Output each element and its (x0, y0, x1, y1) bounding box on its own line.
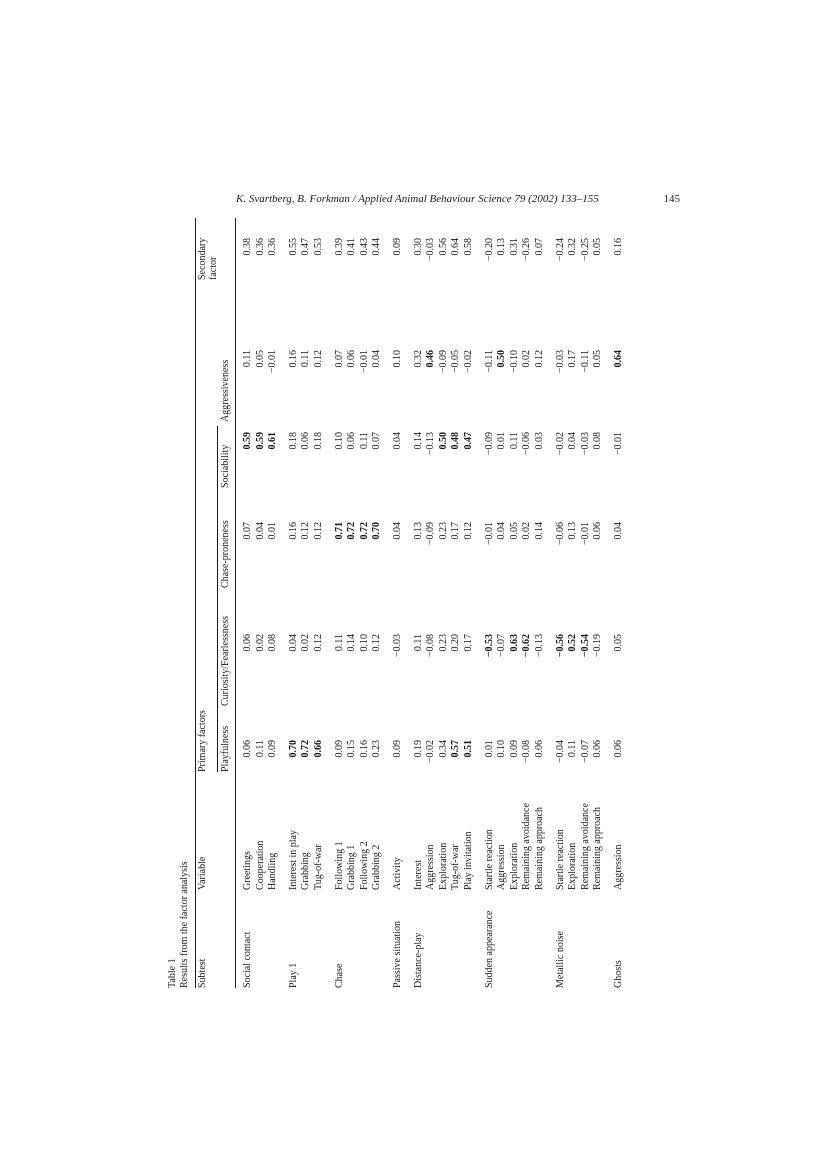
loading-chase-proneness: 0.13 (567, 522, 579, 540)
loading-chase-proneness: 0.02 (521, 522, 533, 540)
table-row (437, 218, 450, 988)
loading-playfulness: 0.10 (496, 740, 508, 758)
loading-chase-proneness: 0.04 (496, 522, 508, 540)
variable-label: Remaining approach (592, 806, 604, 890)
loading-sociability: 0.48 (450, 432, 462, 450)
loading-curiosity: 0.05 (613, 634, 624, 652)
variable-label: Cooperation (254, 840, 266, 890)
loading-playfulness: 0.70 (287, 740, 299, 758)
loading-curiosity: −0.07 (496, 634, 508, 658)
variable-label: Tug-of-war (313, 844, 324, 890)
variable-label: Aggression (613, 844, 624, 890)
loading-curiosity: −0.62 (521, 634, 533, 658)
loading-sociability: 0.01 (496, 432, 508, 450)
loading-chase-proneness: 0.13 (412, 522, 424, 540)
table-row (412, 218, 425, 988)
loading-secondary: 0.13 (496, 238, 508, 256)
loading-sociability: 0.18 (287, 432, 299, 450)
loading-curiosity: −0.56 (554, 634, 566, 658)
loading-sociability: 0.59 (254, 432, 266, 450)
loading-sociability: −0.01 (613, 432, 624, 456)
subtest-label: Play 1 (287, 962, 299, 988)
loading-sociability: −0.03 (579, 432, 591, 456)
loading-secondary: 0.31 (508, 238, 520, 256)
variable-label: Play invitation (463, 831, 474, 890)
variable-label: Remaining avoidance (521, 803, 533, 890)
variable-label: Following 1 (333, 841, 345, 890)
subtest-label: Social contact (242, 931, 253, 988)
loading-curiosity: 0.10 (358, 634, 370, 652)
loading-sociability: −0.02 (554, 432, 566, 456)
loading-curiosity: 0.12 (371, 634, 383, 652)
page-number: 145 (663, 193, 680, 205)
loading-playfulness: 0.09 (392, 740, 403, 758)
loading-curiosity: −0.13 (534, 634, 545, 658)
loading-playfulness: 0.06 (613, 740, 624, 758)
loading-playfulness: 0.23 (371, 740, 383, 758)
loading-aggressiveness: −0.11 (483, 350, 495, 373)
loading-playfulness: 0.66 (313, 740, 324, 758)
loading-curiosity: 0.04 (287, 634, 299, 652)
loading-sociability: 0.03 (534, 432, 545, 450)
variable-label: Grabbing 2 (371, 844, 383, 890)
loading-aggressiveness: −0.10 (508, 350, 520, 374)
loading-playfulness: −0.07 (579, 740, 591, 764)
table-caption: Results from the factor analysis (179, 861, 190, 988)
loading-secondary: 0.07 (534, 238, 545, 256)
table-row (241, 218, 254, 988)
table-row (591, 218, 604, 988)
loading-secondary: 0.09 (392, 238, 403, 256)
loading-chase-proneness: 0.01 (267, 522, 279, 540)
subtest-label: Ghosts (613, 960, 624, 988)
loading-chase-proneness: 0.16 (287, 522, 299, 540)
header-aggressiveness: Aggressiveness (220, 359, 231, 422)
loading-secondary: −0.03 (425, 238, 437, 262)
loading-sociability: 0.47 (463, 432, 474, 450)
header-bottom-rule (235, 218, 236, 988)
loading-curiosity: 0.11 (333, 634, 345, 652)
loading-curiosity: −0.03 (392, 634, 403, 658)
loading-aggressiveness: −0.03 (554, 350, 566, 374)
loading-curiosity: 0.52 (567, 634, 579, 652)
variable-label: Tug-of-war (450, 844, 462, 890)
header-secondary-factor: Secondary factor (197, 237, 219, 280)
loading-chase-proneness: −0.06 (554, 522, 566, 546)
loading-playfulness: −0.02 (425, 740, 437, 764)
loading-chase-proneness: 0.05 (508, 522, 520, 540)
table-label: Table 1 (167, 958, 178, 988)
table-row (358, 218, 371, 988)
loading-chase-proneness: 0.17 (450, 522, 462, 540)
table-row (566, 218, 579, 988)
loading-chase-proneness: 0.07 (242, 522, 253, 540)
variable-label: Grabbing 1 (346, 844, 358, 890)
table-row (554, 218, 567, 988)
loading-chase-proneness: −0.09 (425, 522, 437, 546)
variable-label: Remaining avoidance (579, 803, 591, 890)
loading-sociability: 0.04 (567, 432, 579, 450)
table-row (520, 218, 533, 988)
table-row (266, 218, 279, 988)
variable-label: Greetings (242, 851, 253, 890)
loading-curiosity: 0.08 (267, 634, 279, 652)
loading-secondary: 0.39 (333, 238, 345, 256)
loading-secondary: 0.30 (412, 238, 424, 256)
header-playfulness: Playfulness (220, 725, 231, 772)
loading-secondary: −0.26 (521, 238, 533, 262)
loading-playfulness: 0.11 (254, 740, 266, 758)
table-row (312, 218, 325, 988)
loading-aggressiveness: 0.11 (242, 350, 253, 368)
table-row (333, 218, 346, 988)
loading-secondary: 0.44 (371, 238, 383, 256)
loading-chase-proneness: 0.04 (254, 522, 266, 540)
table-row (579, 218, 592, 988)
table-row (370, 218, 383, 988)
loading-playfulness: 0.19 (412, 740, 424, 758)
variable-label: Startle reaction (483, 829, 495, 890)
loading-chase-proneness: 0.04 (613, 522, 624, 540)
loading-chase-proneness: −0.01 (579, 522, 591, 546)
loading-secondary: 0.36 (254, 238, 266, 256)
table-row (495, 218, 508, 988)
loading-sociability: −0.09 (483, 432, 495, 456)
loading-sociability: 0.07 (371, 432, 383, 450)
loading-playfulness: 0.06 (534, 740, 545, 758)
table-row (612, 218, 625, 988)
table-row (483, 218, 496, 988)
variable-label: Interest (412, 860, 424, 890)
variable-label: Handling (267, 852, 279, 890)
loading-chase-proneness: 0.04 (392, 522, 403, 540)
table-row (462, 218, 475, 988)
loading-secondary: 0.58 (463, 238, 474, 256)
loading-aggressiveness: 0.12 (313, 350, 324, 368)
loading-playfulness: 0.09 (508, 740, 520, 758)
loading-secondary: −0.25 (579, 238, 591, 262)
table-row (508, 218, 521, 988)
loading-secondary: 0.47 (300, 238, 312, 256)
variable-label: Grabbing (300, 852, 312, 890)
loading-sociability: −0.06 (521, 432, 533, 456)
loading-curiosity: 0.20 (450, 634, 462, 652)
loading-secondary: 0.38 (242, 238, 253, 256)
loading-secondary: 0.53 (313, 238, 324, 256)
loading-curiosity: 0.11 (412, 634, 424, 652)
loading-curiosity: 0.02 (300, 634, 312, 652)
table-row (424, 218, 437, 988)
subtest-label: Passive situation (392, 921, 403, 988)
loading-secondary: 0.36 (267, 238, 279, 256)
loading-playfulness: 0.06 (242, 740, 253, 758)
loading-chase-proneness: 0.72 (358, 522, 370, 540)
loading-playfulness: 0.01 (483, 740, 495, 758)
loading-chase-proneness: 0.12 (300, 522, 312, 540)
loading-aggressiveness: 0.32 (412, 350, 424, 368)
loading-chase-proneness: 0.06 (592, 522, 604, 540)
loading-aggressiveness: −0.09 (437, 350, 449, 374)
variable-label: Exploration (508, 842, 520, 890)
loading-aggressiveness: 0.50 (496, 350, 508, 368)
loading-curiosity: −0.19 (592, 634, 604, 658)
loading-playfulness: −0.08 (521, 740, 533, 764)
loading-playfulness: 0.51 (463, 740, 474, 758)
journal-citation: K. Svartberg, B. Forkman / Applied Animal Behaviour Science 79 (2002) 133–155 (236, 193, 599, 205)
variable-label: Following 2 (358, 841, 370, 890)
header-subtest: Subtest (197, 958, 208, 988)
loading-playfulness: 0.09 (333, 740, 345, 758)
loading-playfulness: 0.72 (300, 740, 312, 758)
loading-aggressiveness: −0.01 (267, 350, 279, 374)
loading-sociability: 0.61 (267, 432, 279, 450)
loading-sociability: 0.14 (412, 432, 424, 450)
header-sociability: Sociability (220, 444, 231, 488)
loading-secondary: 0.41 (346, 238, 358, 256)
loading-secondary: 0.05 (592, 238, 604, 256)
loading-sociability: 0.11 (508, 432, 520, 450)
loading-aggressiveness: 0.04 (371, 350, 383, 368)
variable-label: Startle reaction (554, 829, 566, 890)
loading-playfulness: 0.57 (450, 740, 462, 758)
loading-chase-proneness: 0.14 (534, 522, 545, 540)
variable-label: Activity (392, 857, 403, 890)
loading-aggressiveness: 0.11 (300, 350, 312, 368)
primary-factors-rule (217, 426, 218, 772)
loading-aggressiveness: −0.01 (358, 350, 370, 374)
loading-sociability: 0.06 (346, 432, 358, 450)
table-row (533, 218, 546, 988)
loading-aggressiveness: 0.06 (346, 350, 358, 368)
loading-curiosity: 0.17 (463, 634, 474, 652)
loading-sociability: 0.10 (333, 432, 345, 450)
loading-aggressiveness: −0.11 (579, 350, 591, 373)
table-row (299, 218, 312, 988)
loading-secondary: −0.20 (483, 238, 495, 262)
loading-aggressiveness: 0.05 (254, 350, 266, 368)
variable-label: Exploration (567, 842, 579, 890)
loading-sociability: 0.18 (313, 432, 324, 450)
running-header (236, 193, 680, 209)
loading-aggressiveness: 0.46 (425, 350, 437, 368)
loading-curiosity: −0.53 (483, 634, 495, 658)
loading-sociability: 0.04 (392, 432, 403, 450)
loading-curiosity: 0.12 (313, 634, 324, 652)
loading-aggressiveness: 0.02 (521, 350, 533, 368)
loading-playfulness: −0.04 (554, 740, 566, 764)
rotated-table (167, 218, 677, 988)
loading-curiosity: 0.06 (242, 634, 253, 652)
loading-sociability: 0.06 (300, 432, 312, 450)
subtest-label: Chase (333, 963, 345, 988)
loading-curiosity: −0.54 (579, 634, 591, 658)
loading-aggressiveness: 0.05 (592, 350, 604, 368)
header-primary-factors: Primary factors (197, 710, 208, 772)
loading-curiosity: 0.14 (346, 634, 358, 652)
loading-playfulness: 0.06 (592, 740, 604, 758)
loading-secondary: 0.56 (437, 238, 449, 256)
loading-secondary: 0.43 (358, 238, 370, 256)
loading-secondary: 0.55 (287, 238, 299, 256)
subtest-label: Distance-play (412, 932, 424, 988)
table-row (449, 218, 462, 988)
loading-chase-proneness: −0.01 (483, 522, 495, 546)
loading-aggressiveness: 0.17 (567, 350, 579, 368)
loading-chase-proneness: 0.23 (437, 522, 449, 540)
loading-aggressiveness: 0.12 (534, 350, 545, 368)
loading-secondary: 0.16 (613, 238, 624, 256)
loading-aggressiveness: 0.07 (333, 350, 345, 368)
variable-label: Aggression (425, 844, 437, 890)
variable-label: Remaining approach (534, 806, 545, 890)
loading-curiosity: 0.63 (508, 634, 520, 652)
loading-aggressiveness: −0.05 (450, 350, 462, 374)
loading-secondary: 0.32 (567, 238, 579, 256)
loading-sociability: −0.13 (425, 432, 437, 456)
loading-curiosity: 0.02 (254, 634, 266, 652)
variable-label: Exploration (437, 842, 449, 890)
table-row (345, 218, 358, 988)
loading-playfulness: 0.15 (346, 740, 358, 758)
table-top-rule (195, 218, 196, 988)
loading-chase-proneness: 0.72 (346, 522, 358, 540)
subtest-label: Sudden appearance (483, 910, 495, 988)
loading-sociability: 0.08 (592, 432, 604, 450)
loading-playfulness: 0.16 (358, 740, 370, 758)
table-row (287, 218, 300, 988)
header-variable: Variable (197, 856, 208, 890)
loading-chase-proneness: 0.12 (463, 522, 474, 540)
loading-secondary: 0.64 (450, 238, 462, 256)
subtest-label: Metallic noise (554, 931, 566, 988)
table-row (254, 218, 267, 988)
variable-label: Interest in play (287, 830, 299, 890)
loading-secondary: −0.24 (554, 238, 566, 262)
loading-playfulness: 0.34 (437, 740, 449, 758)
loading-curiosity: 0.23 (437, 634, 449, 652)
variable-label: Aggression (496, 844, 508, 890)
loading-playfulness: 0.11 (567, 740, 579, 758)
loading-chase-proneness: 0.70 (371, 522, 383, 540)
loading-playfulness: 0.09 (267, 740, 279, 758)
loading-sociability: 0.11 (358, 432, 370, 450)
loading-aggressiveness: 0.64 (613, 350, 624, 368)
table-row (391, 218, 404, 988)
header-chase-proneness: Chase-proneness (220, 520, 231, 588)
loading-sociability: 0.59 (242, 432, 253, 450)
header-curiosity: Curiosity/Fearlessness (220, 616, 231, 706)
loading-aggressiveness: 0.10 (392, 350, 403, 368)
loading-chase-proneness: 0.71 (333, 522, 345, 540)
loading-sociability: 0.50 (437, 432, 449, 450)
loading-chase-proneness: 0.12 (313, 522, 324, 540)
loading-curiosity: −0.08 (425, 634, 437, 658)
loading-aggressiveness: 0.16 (287, 350, 299, 368)
loading-aggressiveness: −0.02 (463, 350, 474, 374)
